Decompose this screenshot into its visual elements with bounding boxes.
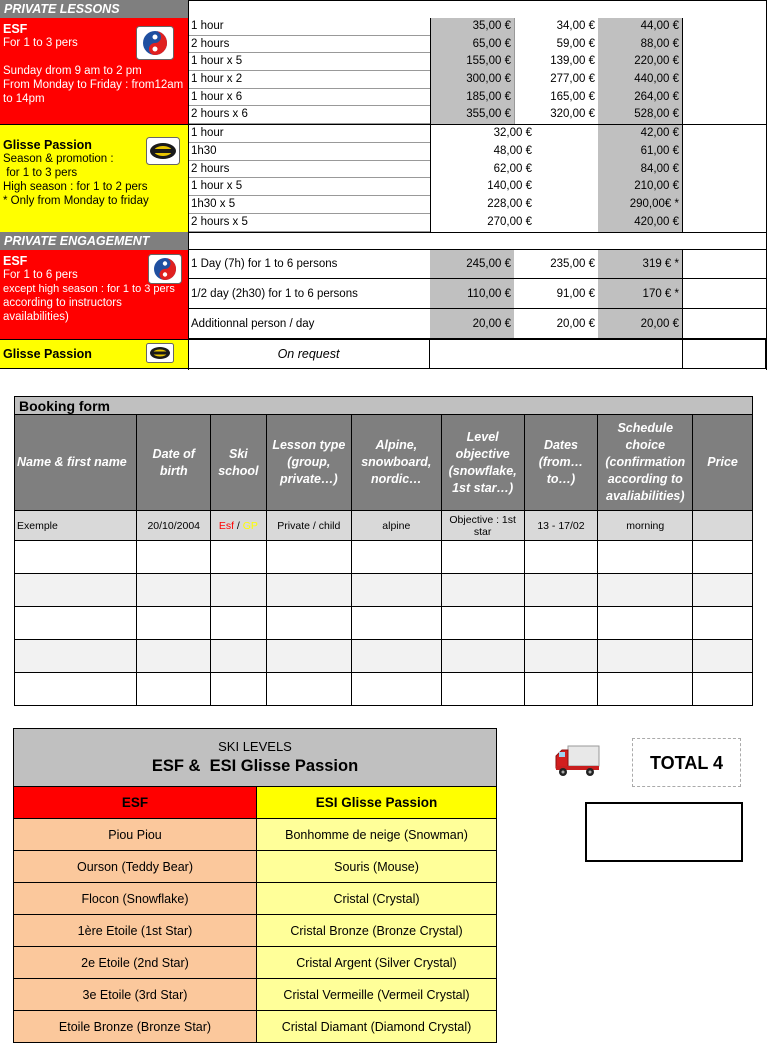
- price-col3: 528,00 €: [598, 106, 682, 124]
- booking-input-row: [15, 640, 753, 673]
- example-level: Objective : 1st star: [441, 511, 524, 541]
- price-row-label: 1 hour x 5: [188, 53, 430, 71]
- example-school-sep: /: [234, 519, 243, 532]
- price-row-label: 2 hours x 6: [188, 106, 430, 124]
- price-row-label: 1 hour x 5: [188, 178, 430, 196]
- booking-input-cell[interactable]: [524, 541, 598, 574]
- booking-input-cell[interactable]: [266, 607, 351, 640]
- booking-header-cell: Schedule choice (confirmation according to avaliabilities): [598, 415, 693, 511]
- levels-col-gp: ESI Glisse Passion: [257, 787, 497, 819]
- esf2-line1: For 1 to 6 pers: [3, 269, 78, 281]
- price-row-label: 1 hour: [188, 125, 430, 143]
- level-esf: 2e Etoile (2nd Star): [14, 947, 257, 979]
- level-esf: 1ère Etoile (1st Star): [14, 915, 257, 947]
- price-col3: 20,00 €: [598, 309, 682, 339]
- price-col3: 420,00 €: [598, 214, 682, 232]
- gp-title: Glisse Passion: [3, 138, 92, 152]
- price-col3: 88,00 €: [598, 36, 682, 54]
- example-dob: 20/10/2004: [137, 511, 211, 541]
- booking-header-cell: Name & first name: [15, 415, 137, 511]
- booking-input-cell[interactable]: [211, 607, 267, 640]
- booking-input-cell[interactable]: [351, 574, 441, 607]
- price-col4: [682, 89, 766, 107]
- price-col2: 91,00 €: [514, 279, 598, 309]
- price-col1: 270,00 €: [487, 216, 532, 229]
- booking-input-cell[interactable]: [693, 607, 753, 640]
- esf-line2: Sunday drom 9 am to 2 pm: [3, 65, 142, 77]
- example-price: [693, 511, 753, 541]
- booking-input-cell[interactable]: [598, 673, 693, 706]
- price-col4: [682, 309, 766, 339]
- price-col4: [682, 106, 766, 124]
- total-value-box[interactable]: [585, 802, 743, 862]
- price-col3: 170 € *: [598, 279, 682, 309]
- price-col1: 32,00 €: [493, 127, 532, 139]
- price-col4: [682, 196, 766, 214]
- levels-rows: [14, 819, 497, 1043]
- booking-input-cell[interactable]: [137, 673, 211, 706]
- example-school-esf: Esf: [218, 519, 234, 532]
- price-row-label: 1 Day (7h) for 1 to 6 persons: [188, 250, 430, 279]
- booking-input-cell[interactable]: [15, 574, 137, 607]
- price-col1: 300,00 €: [430, 71, 514, 89]
- levels-row: [14, 947, 497, 979]
- booking-input-cell[interactable]: [524, 607, 598, 640]
- price-row-label: 2 hours x 5: [188, 214, 430, 232]
- price-col1: 245,00 €: [430, 250, 514, 279]
- price-col1: 62,00 €: [493, 162, 532, 175]
- booking-input-cell[interactable]: [524, 673, 598, 706]
- booking-input-cell[interactable]: [693, 541, 753, 574]
- booking-header-cell: Level objective (snowflake, 1st star…): [441, 415, 524, 511]
- booking-example-row: [15, 511, 753, 541]
- levels-row: [14, 819, 497, 851]
- levels-row: [14, 915, 497, 947]
- price-col4: [682, 71, 766, 89]
- booking-header-row: [15, 415, 753, 511]
- booking-input-cell[interactable]: [351, 673, 441, 706]
- section-divider: [430, 18, 431, 232]
- ski-levels-title: SKI LEVELS: [218, 739, 292, 754]
- booking-input-cell[interactable]: [693, 640, 753, 673]
- level-gp: Cristal Argent (Silver Crystal): [257, 947, 497, 979]
- price-col3: 264,00 €: [598, 89, 682, 107]
- booking-input-cell[interactable]: [441, 607, 524, 640]
- booking-input-cell[interactable]: [441, 640, 524, 673]
- price-col4: [682, 125, 766, 143]
- price-col1: 355,00 €: [430, 106, 514, 124]
- booking-input-cell[interactable]: [15, 541, 137, 574]
- level-esf: Ourson (Teddy Bear): [14, 851, 257, 883]
- level-gp: Cristal Vermeille (Vermeil Crystal): [257, 979, 497, 1011]
- price-col1: 140,00 €: [487, 180, 532, 193]
- price-col4: [682, 279, 766, 309]
- price-col1: 155,00 €: [430, 53, 514, 71]
- booking-input-cell[interactable]: [211, 673, 267, 706]
- price-col3: 440,00 €: [598, 71, 682, 89]
- levels-row: [14, 1011, 497, 1043]
- example-dates: 13 - 17/02: [524, 511, 598, 541]
- levels-row: [14, 979, 497, 1011]
- booking-input-cell[interactable]: [693, 574, 753, 607]
- example-name: Exemple: [15, 511, 137, 541]
- booking-input-cell[interactable]: [351, 541, 441, 574]
- example-schedule: morning: [598, 511, 693, 541]
- booking-input-cell[interactable]: [15, 607, 137, 640]
- booking-input-cell[interactable]: [137, 640, 211, 673]
- levels-row: [14, 883, 497, 915]
- booking-empty-rows: [15, 541, 753, 706]
- booking-input-cell[interactable]: [598, 640, 693, 673]
- booking-input-cell[interactable]: [524, 640, 598, 673]
- gp2-title: Glisse Passion: [3, 347, 92, 361]
- price-col1: 185,00 €: [430, 89, 514, 107]
- price-col4: [682, 53, 766, 71]
- level-gp: Souris (Mouse): [257, 851, 497, 883]
- price-row-label: 1 hour x 6: [188, 89, 430, 107]
- price-col2: 165,00 €: [514, 89, 598, 107]
- price-col2: 277,00 €: [514, 71, 598, 89]
- level-esf: 3e Etoile (3rd Star): [14, 979, 257, 1011]
- price-col3: 319 € *: [598, 250, 682, 279]
- price-col3: 61,00 €: [598, 143, 682, 161]
- price-col2: 139,00 €: [514, 53, 598, 71]
- price-col3: 290,00€ *: [598, 196, 682, 214]
- booking-input-cell[interactable]: [266, 673, 351, 706]
- esf-title: ESF: [3, 22, 28, 36]
- price-col4: [682, 143, 766, 161]
- booking-input-cell[interactable]: [137, 541, 211, 574]
- esf-line4: to 14pm: [3, 93, 45, 105]
- booking-header-cell: Price: [693, 415, 753, 511]
- price-col3: 220,00 €: [598, 53, 682, 71]
- booking-input-row: [15, 673, 753, 706]
- price-row-label: Additionnal person / day: [188, 309, 430, 339]
- price-col3: 210,00 €: [598, 178, 682, 196]
- booking-input-cell[interactable]: [524, 574, 598, 607]
- booking-input-cell[interactable]: [211, 541, 267, 574]
- esf-logo-icon: [136, 26, 174, 60]
- booking-input-cell[interactable]: [441, 574, 524, 607]
- booking-input-row: [15, 574, 753, 607]
- private-lessons-header: PRIVATE LESSONS: [0, 0, 188, 18]
- price-col3: 84,00 €: [598, 161, 682, 179]
- booking-header-cell: Alpine, snowboard, nordic…: [351, 415, 441, 511]
- price-row-label: 1h30 x 5: [188, 196, 430, 214]
- booking-input-cell[interactable]: [266, 541, 351, 574]
- price-row-label: 1/2 day (2h30) for 1 to 6 persons: [188, 279, 430, 309]
- glisse-passion-logo-icon: [146, 343, 174, 363]
- private-engagement-header: PRIVATE ENGAGEMENT: [0, 232, 188, 250]
- total-label: TOTAL 4: [632, 738, 741, 787]
- example-discipline: alpine: [351, 511, 441, 541]
- price-col4: [682, 18, 766, 36]
- booking-input-cell[interactable]: [266, 640, 351, 673]
- price-col1: 48,00 €: [493, 144, 532, 157]
- price-row-label: 2 hours: [188, 161, 430, 179]
- price-col4: [682, 214, 766, 232]
- price-row-label: 1 hour: [188, 18, 430, 36]
- example-school-gp: GP: [242, 519, 258, 532]
- price-col1: 65,00 €: [430, 36, 514, 54]
- gp-line4: * Only from Monday to friday: [3, 195, 149, 207]
- gp-line3: High season : for 1 to 2 pers: [3, 181, 148, 193]
- levels-row: [14, 851, 497, 883]
- gp2-request: On request: [188, 339, 430, 369]
- ski-levels-subtitle: ESF & ESI Glisse Passion: [151, 757, 359, 775]
- esf2-title: ESF: [3, 254, 28, 268]
- section-divider: [188, 124, 767, 125]
- booking-input-cell[interactable]: [598, 607, 693, 640]
- booking-input-cell[interactable]: [211, 574, 267, 607]
- levels-col-esf: ESF: [14, 787, 257, 819]
- price-col3: 42,00 €: [598, 125, 682, 143]
- gp-line2: for 1 to 3 pers: [3, 167, 78, 179]
- esf2-line3: according to instructors: [3, 297, 122, 309]
- booking-input-cell[interactable]: [598, 574, 693, 607]
- pricing-table: [0, 0, 767, 370]
- booking-input-cell[interactable]: [441, 673, 524, 706]
- level-gp: Cristal Diamant (Diamond Crystal): [257, 1011, 497, 1043]
- booking-form-title: Booking form: [15, 397, 753, 415]
- booking-input-row: [15, 607, 753, 640]
- level-gp: Cristal (Crystal): [257, 883, 497, 915]
- esf2-line2: except high season : for 1 to 3 pers: [3, 283, 175, 295]
- booking-input-cell[interactable]: [211, 640, 267, 673]
- price-col1: 110,00 €: [430, 279, 514, 309]
- price-col1: 20,00 €: [430, 309, 514, 339]
- price-col3: 44,00 €: [598, 18, 682, 36]
- price-col2: 34,00 €: [514, 18, 598, 36]
- level-esf: Piou Piou: [14, 819, 257, 851]
- booking-header-cell: Ski school: [211, 415, 267, 511]
- price-col4: [682, 161, 766, 179]
- price-col2: 59,00 €: [514, 36, 598, 54]
- esf-logo-icon: [148, 254, 182, 284]
- price-col4: [682, 250, 766, 279]
- booking-form-table: [14, 396, 753, 706]
- booking-input-row: [15, 541, 753, 574]
- ski-levels-title-cell: [14, 729, 497, 787]
- level-esf: Etoile Bronze (Bronze Star): [14, 1011, 257, 1043]
- booking-header-cell: Lesson type (group, private…): [266, 415, 351, 511]
- esf-line3: From Monday to Friday : from12am: [3, 79, 184, 91]
- booking-input-cell[interactable]: [137, 574, 211, 607]
- price-row-label: 1h30: [188, 143, 430, 161]
- booking-input-cell[interactable]: [441, 541, 524, 574]
- esf2-line4: availabilities): [3, 311, 69, 323]
- price-col1: 35,00 €: [430, 18, 514, 36]
- esf-line1: For 1 to 3 pers: [3, 37, 78, 49]
- booking-header-cell: Dates (from… to…): [524, 415, 598, 511]
- price-col2: 20,00 €: [514, 309, 598, 339]
- truck-icon: [554, 744, 602, 778]
- price-col1: 228,00 €: [487, 198, 532, 211]
- booking-header-cell: Date of birth: [137, 415, 211, 511]
- booking-input-cell[interactable]: [598, 541, 693, 574]
- booking-input-cell[interactable]: [137, 607, 211, 640]
- booking-input-cell[interactable]: [266, 574, 351, 607]
- booking-input-cell[interactable]: [693, 673, 753, 706]
- ski-levels-table: [13, 728, 497, 1043]
- gp-line1: Season & promotion :: [3, 153, 114, 165]
- booking-input-cell[interactable]: [351, 640, 441, 673]
- price-col2: 235,00 €: [514, 250, 598, 279]
- example-school: [211, 511, 267, 541]
- booking-input-cell[interactable]: [15, 673, 137, 706]
- glisse-passion-logo-icon: [146, 137, 180, 165]
- booking-input-cell[interactable]: [351, 607, 441, 640]
- price-col4: [682, 178, 766, 196]
- level-gp: Cristal Bronze (Bronze Crystal): [257, 915, 497, 947]
- level-gp: Bonhomme de neige (Snowman): [257, 819, 497, 851]
- price-col4: [682, 36, 766, 54]
- example-lesson: Private / child: [266, 511, 351, 541]
- price-row-label: 2 hours: [188, 36, 430, 54]
- price-col2: 320,00 €: [514, 106, 598, 124]
- level-esf: Flocon (Snowflake): [14, 883, 257, 915]
- price-row-label: 1 hour x 2: [188, 71, 430, 89]
- booking-input-cell[interactable]: [15, 640, 137, 673]
